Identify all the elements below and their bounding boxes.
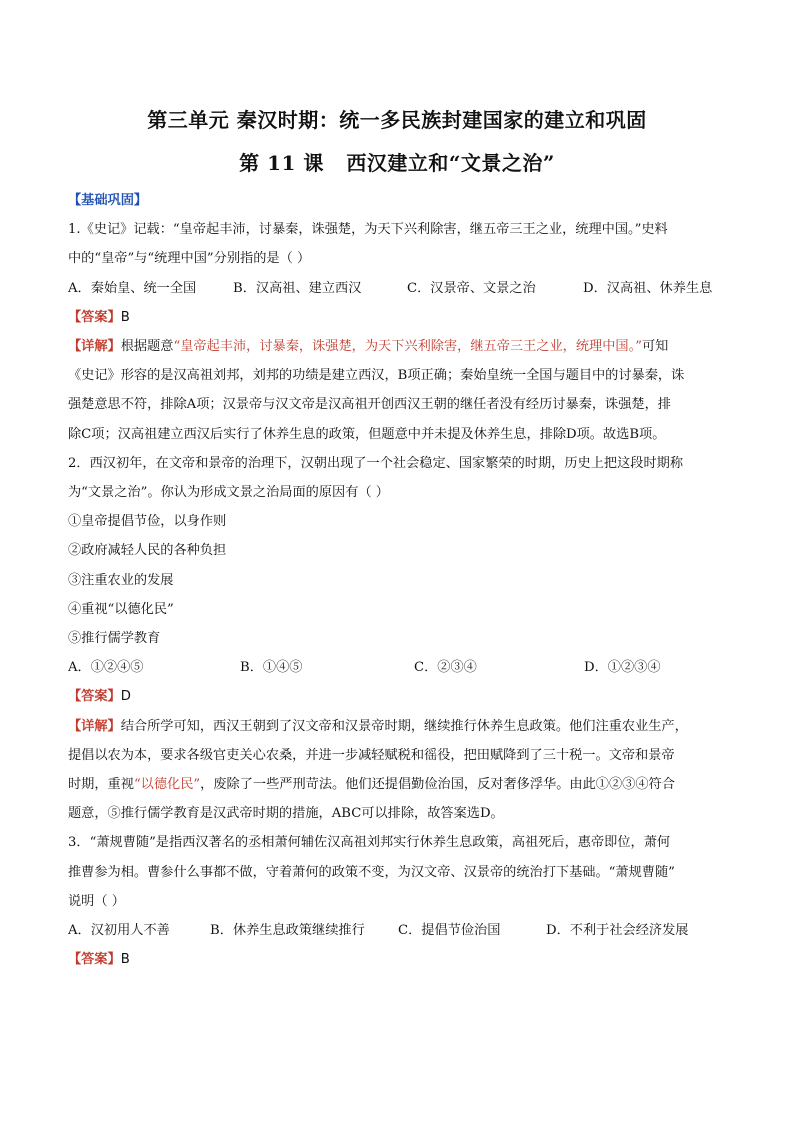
q3-option-c: C．提倡节俭治国 [398,923,501,939]
q2-detail-line-1 [68,712,728,741]
q2-item-2: ②政府减轻人民的各种负担 [68,543,227,559]
q2-option-c: C．②③④ [414,660,477,676]
q2-stem-line-1: 2．西汉初年，在文帝和景帝的治理下，汉朝出现了一个社会稳定、国家繁荣的时期，历史上把这段时期称 [68,455,684,471]
content-body [68,186,728,974]
q1-detail-line-1 [68,332,728,361]
q2-option-d: D．①②③④ [584,660,661,676]
q1-detail-text-end: 可知 [641,339,669,355]
question-2 [68,449,728,829]
q1-detail-line-3: 强楚意思不符，排除A项；汉景帝与汉文帝是汉高祖开创西汉王朝的继任者没有经历讨暴秦，诛强楚，排 [68,397,671,413]
q3-option-b: B．休养生息政策继续推行 [210,923,365,939]
answer-value: B [120,952,130,968]
answer-tag: 【答案】 [68,309,121,325]
q1-detail-quote: “皇帝起丰沛，讨暴秦，诛强楚，为天下兴利除害，继五帝三王之业，统理中国。” [173,339,642,355]
answer-tag: 【答案】 [68,952,121,968]
q2-item-4: ④重视“以德化民” [68,601,174,617]
q1-stem-line-2: 中的“皇帝”与“统理中国”分别指的是（ ） [68,251,311,267]
q2-detail-line-2: 提倡以农为本，要求各级官吏关心农桑，并进一步减轻赋税和徭役，把田赋降到了三十税一。文帝和景帝 [68,747,675,763]
detail-tag: 【详解】 [68,718,121,734]
q2-detail-line-4: 题意，⑤推行儒学教育是汉武帝时期的措施，ABC可以排除，故答案选D。 [68,806,504,822]
q3-answer [68,945,728,974]
q2-answer [68,682,728,711]
q2-detail-quote: “以德化民” [133,777,201,793]
q2-detail-line-3 [68,770,728,799]
q3-stem-line-3: 说明（ ） [68,893,125,909]
answer-value: B [120,309,130,325]
section-heading: 【基础巩固】 [68,193,148,208]
q1-detail-line-4: 除C项；汉高祖建立西汉后实行了休养生息的政策，但题意中并未提及休养生息，排除D项。故选B项。 [68,426,666,442]
q1-option-b: B．汉高祖、建立西汉 [233,280,362,296]
q3-stem-line-2: 推曹参为相。曹参什么事都不做，守着萧何的政策不变，为汉文帝、汉景帝的统治打下基础。“萧规曹随” [68,864,675,880]
q1-stem-line-1: 1.《史记》记载：“皇帝起丰沛，讨暴秦，诛强楚，为天下兴利除害，继五帝三王之业，统理中国。”史料 [68,222,668,238]
lesson-title: 第 11 课 西汉建立和“文景之治” [239,151,555,175]
q2-option-a: A．①②④⑤ [68,660,144,676]
q2-item-5: ⑤推行儒学教育 [68,631,161,647]
q1-detail-line-2: 《史记》形容的是汉高祖刘邦，刘邦的功绩是建立西汉，B项正确；秦始皇统一全国与题目中的讨暴秦，诛 [68,368,685,384]
q2-detail-text-end: ，废除了一些严刑苛法。他们还提倡勤俭治国，反对奢侈浮华。由此①②③④符合 [200,777,675,793]
q2-detail-text: 时期，重视 [68,777,134,793]
q3-option-d: D．不利于社会经济发展 [546,923,689,939]
answer-value: D [120,689,131,705]
question-3 [68,828,728,974]
unit-title: 第三单元 秦汉时期：统一多民族封建国家的建立和巩固 [147,108,647,132]
q3-options [68,916,728,945]
q2-options [68,653,728,682]
q1-option-c: C．汉景帝、文景之治 [407,280,536,296]
detail-tag: 【详解】 [68,339,121,355]
q1-detail-text: 根据题意 [120,339,174,355]
q1-option-d: D．汉高祖、休养生息 [583,280,713,296]
q2-stem-line-2: 为“文景之治”。你认为形成文景之治局面的原因有（ ） [68,485,389,501]
question-1 [68,215,728,449]
q3-option-a: A．汉初用人不善 [68,923,170,939]
answer-tag: 【答案】 [68,689,121,705]
q2-item-3: ③注重农业的发展 [68,572,174,588]
q3-stem-line-1: 3．“萧规曹随”是指西汉著名的丞相萧何辅佐汉高祖刘邦实行休养生息政策，高祖死后，惠帝即位，萧何 [68,835,671,851]
q1-options [68,274,728,303]
q2-option-b: B．①④⑤ [240,660,303,676]
q2-item-1: ①皇帝提倡节俭，以身作则 [68,514,227,530]
q2-detail-text: 结合所学可知，西汉王朝到了汉文帝和汉景帝时期，继续推行休养生息政策。他们注重农业生产， [120,718,688,734]
q1-answer [68,303,728,332]
q1-option-a: A．秦始皇、统一全国 [68,280,197,296]
